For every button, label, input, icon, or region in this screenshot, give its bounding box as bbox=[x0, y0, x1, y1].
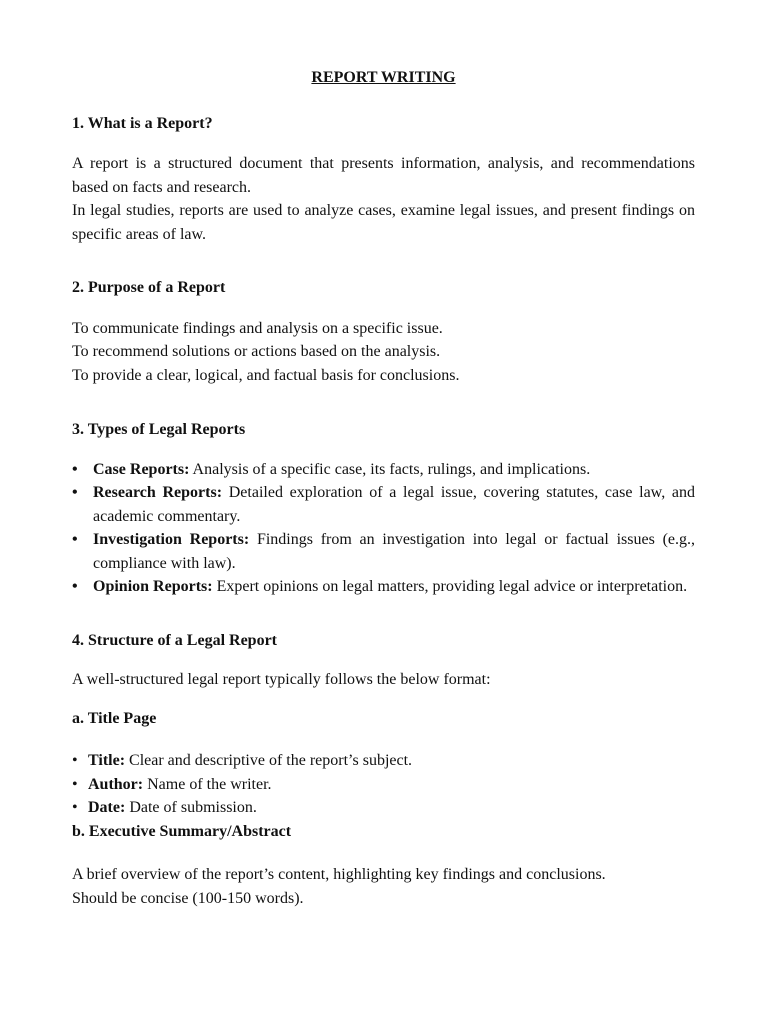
executive-summary-line: A brief overview of the report’s content, highlighting key findings and conclusions. bbox=[72, 866, 606, 883]
section-heading-what-is-report: 1. What is a Report? bbox=[72, 114, 213, 132]
list-item bbox=[72, 575, 695, 599]
list-item bbox=[72, 458, 695, 482]
list-item-text: Detailed exploration of a legal issue, covering statutes, case law, and academic commentary. bbox=[93, 484, 696, 525]
list-item-text: Date of submission. bbox=[129, 799, 257, 816]
section-heading-structure: 4. Structure of a Legal Report bbox=[72, 631, 277, 649]
list-item-term: Case Reports: bbox=[93, 460, 190, 478]
title-page-list bbox=[72, 749, 695, 820]
list-item-text: Expert opinions on legal matters, providing legal advice or interpretation. bbox=[216, 578, 688, 595]
list-item-term: Research Reports: bbox=[93, 484, 223, 501]
purpose-line: To recommend solutions or actions based on the analysis. bbox=[72, 343, 441, 360]
list-item bbox=[72, 481, 695, 528]
document-page bbox=[72, 66, 695, 910]
list-item-term: Investigation Reports: bbox=[93, 531, 250, 548]
legal-report-types-list bbox=[72, 458, 695, 599]
subheading-title-page: a. Title Page bbox=[72, 709, 157, 727]
list-item-term: Author: bbox=[88, 775, 144, 793]
list-item-text: Findings from an investigation into legal or factual issues (e.g., compliance with law). bbox=[93, 531, 696, 572]
list-item-term: Title: bbox=[88, 752, 126, 769]
list-item bbox=[72, 773, 695, 797]
paragraph-legal-studies: In legal studies, reports are used to analyze cases, examine legal issues, and present findings on specific areas of law. bbox=[72, 202, 695, 243]
list-item-term: Date: bbox=[88, 799, 126, 816]
subheading-executive-summary: b. Executive Summary/Abstract bbox=[72, 822, 292, 840]
list-item-text: Clear and descriptive of the report’s subject. bbox=[129, 752, 413, 769]
list-item bbox=[72, 528, 695, 575]
purpose-line: To provide a clear, logical, and factual basis for conclusions. bbox=[72, 366, 460, 384]
list-item-text: Analysis of a specific case, its facts, rulings, and implications. bbox=[192, 460, 591, 478]
section-heading-types: 3. Types of Legal Reports bbox=[72, 421, 246, 438]
structure-intro: A well-structured legal report typically follows the below format: bbox=[72, 671, 491, 688]
list-item bbox=[72, 749, 695, 773]
purpose-line: To communicate findings and analysis on a specific issue. bbox=[72, 319, 443, 337]
paragraph-report-definition: A report is a structured document that presents information, analysis, and recommendations based on facts and research. bbox=[72, 155, 695, 196]
executive-summary-line: Should be concise (100-150 words). bbox=[72, 889, 304, 907]
section-heading-purpose: 2. Purpose of a Report bbox=[72, 279, 226, 296]
list-item-text: Name of the writer. bbox=[147, 775, 272, 793]
document-title: REPORT WRITING bbox=[311, 69, 456, 86]
list-item bbox=[72, 796, 695, 820]
list-item-term: Opinion Reports: bbox=[93, 578, 213, 595]
